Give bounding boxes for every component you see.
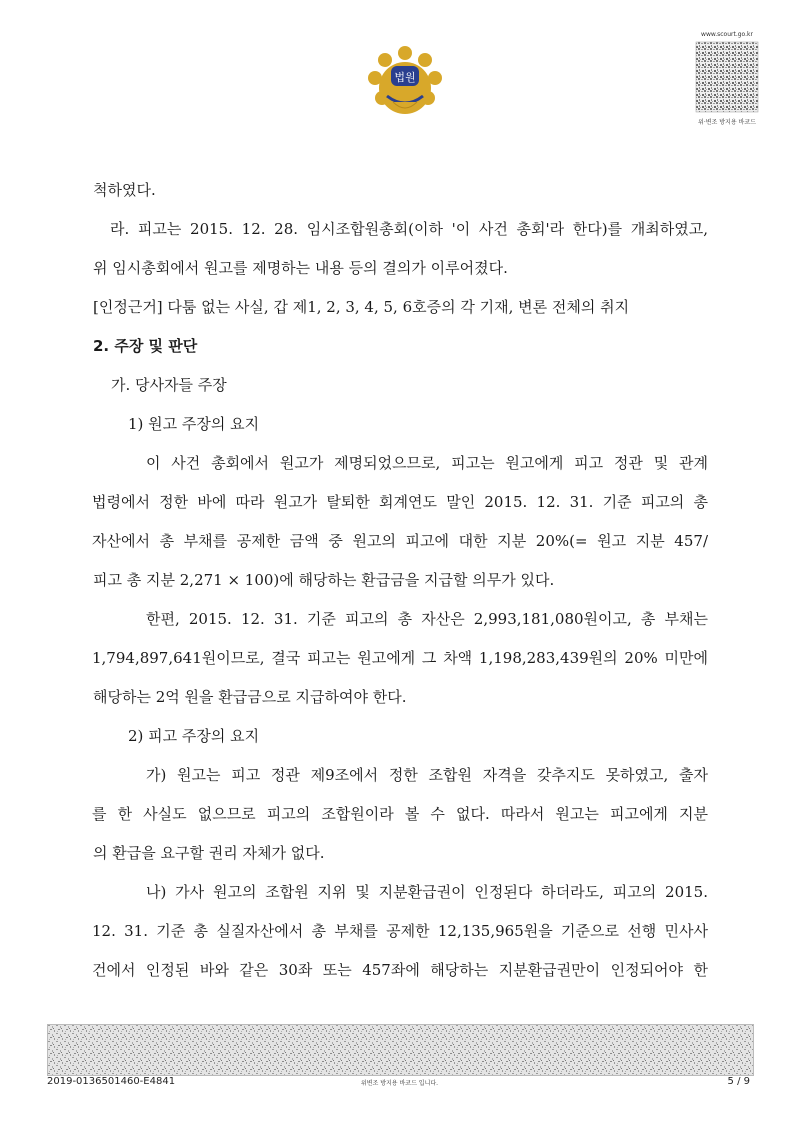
body-line: [인정근거] 다툼 없는 사실, 갑 제1, 2, 3, 4, 5, 6호증의 각 기재, 변론 전체의 취지 (93, 298, 630, 316)
document-id: 2019-0136501460-E4841 (47, 1076, 176, 1087)
qr-barcode-icon (692, 36, 762, 122)
body-line: 해당하는 2억 원을 환급금으로 지급하여야 한다. (93, 688, 407, 706)
emblem-label: 법원 (394, 71, 416, 84)
qr-label: 위·변조 방지용 바코드 (698, 119, 756, 126)
body-line: 법령에서 정한 바에 따라 원고가 탈퇴한 회계연도 말인 2015. 12. 31. 기준 피고의 총 (92, 493, 708, 511)
body-line: 1,794,897,641원이므로, 결국 피고는 원고에게 그 차액 1,198,283,439원의 20% 미만에 (92, 649, 708, 667)
subsection-heading: 2) 피고 주장의 요지 (128, 727, 260, 745)
qr-url: www.scourt.go.kr (701, 31, 753, 38)
court-emblem-icon (367, 44, 443, 118)
body-line: 를 한 사실도 없으므로 피고의 조합원이라 볼 수 없다. 따라서 원고는 피고에게 지분 (92, 805, 708, 823)
body-line: 라. 피고는 2015. 12. 28. 임시조합원총회(이하 '이 사건 총회'라 한다)를 개최하였고, (110, 220, 708, 238)
subsection-heading: 가. 당사자들 주장 (111, 376, 227, 394)
body-line: 의 환급을 요구할 권리 자체가 없다. (93, 844, 325, 862)
subsection-heading: 1) 원고 주장의 요지 (128, 415, 260, 433)
body-line: 위 임시총회에서 원고를 제명하는 내용 등의 결의가 이루어졌다. (93, 259, 508, 277)
page-number: 5 / 9 (727, 1076, 750, 1087)
section-heading: 2. 주장 및 판단 (93, 337, 198, 355)
body-line: 피고 총 지분 2,271 × 100)에 해당하는 환급금을 지급할 의무가 있다. (93, 571, 555, 589)
body-line: 나) 가사 원고의 조합원 지위 및 지분환급권이 인정된다 하더라도, 피고의 2015. (146, 883, 708, 901)
body-line: 한편, 2015. 12. 31. 기준 피고의 총 자산은 2,993,181,080원이고, 총 부채는 (146, 610, 708, 628)
body-line: 척하였다. (93, 181, 156, 199)
body-line: 가) 원고는 피고 정관 제9조에서 정한 조합원 자격을 갖추지도 못하였고, 출자 (146, 766, 708, 784)
body-line: 이 사건 총회에서 원고가 제명되었으므로, 피고는 원고에게 피고 정관 및 관계 (146, 454, 708, 472)
anti-forgery-barcode-icon (47, 1024, 754, 1076)
body-line: 건에서 인정된 바와 같은 30좌 또는 457좌에 해당하는 지분환급권만이 인정되어야 한 (92, 961, 708, 979)
body-line: 12. 31. 기준 총 실질자산에서 총 부채를 공제한 12,135,965원을 기준으로 선행 민사사 (92, 922, 708, 940)
barcode-note: 위변조 방지용 바코드 입니다. (360, 1080, 439, 1087)
body-line: 자산에서 총 부채를 공제한 금액 중 원고의 피고에 대한 지분 20%(= 원고 지분 457/ (92, 532, 708, 550)
